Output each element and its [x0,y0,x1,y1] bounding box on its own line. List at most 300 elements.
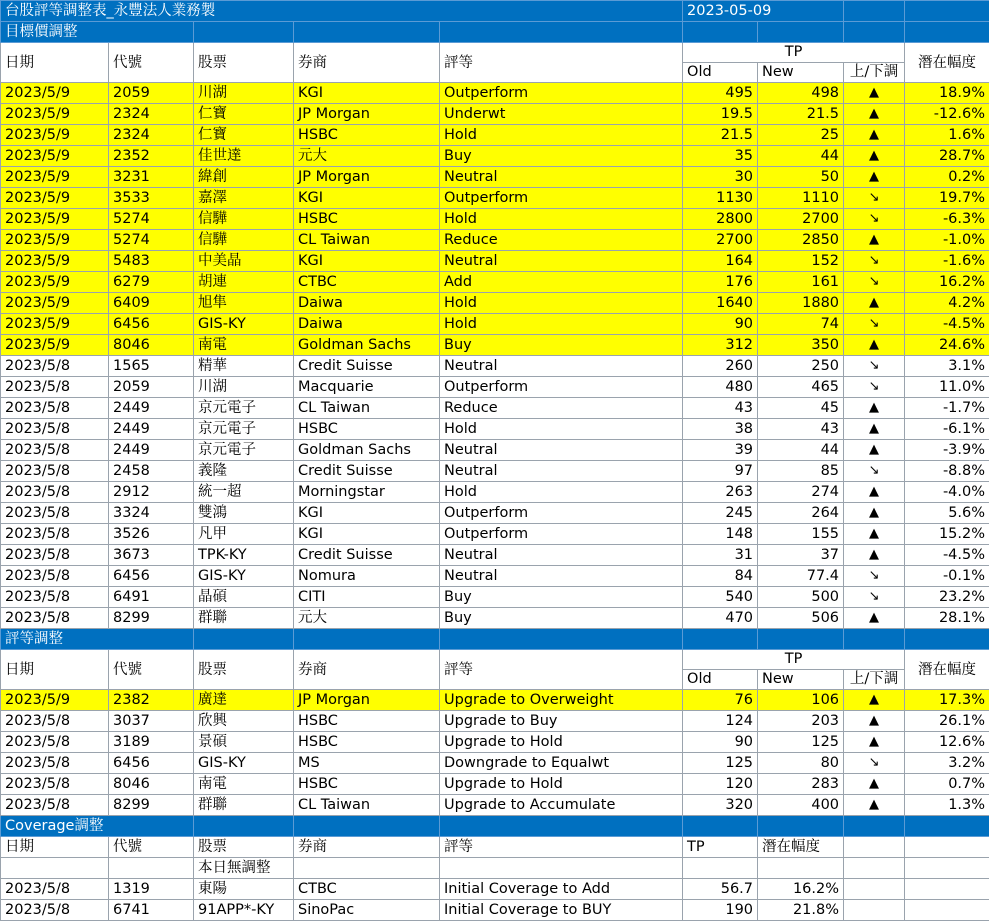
cell-date[interactable]: 2023/5/8 [1,900,109,921]
cell-code[interactable]: 1319 [109,879,194,900]
cell-old-tp[interactable]: 19.5 [683,104,758,125]
cell-upside[interactable]: 1.3% [905,795,989,816]
cell-upside[interactable]: 23.2% [905,587,989,608]
cell-new-tp[interactable]: 50 [758,167,844,188]
cell-broker[interactable]: Morningstar [294,482,440,503]
cell-date[interactable]: 2023/5/8 [1,879,109,900]
cell-date[interactable]: 2023/5/8 [1,356,109,377]
cell-old-tp[interactable]: 38 [683,419,758,440]
cell-stock[interactable]: 欣興 [194,711,294,732]
cell-new-tp[interactable]: 37 [758,545,844,566]
arrow-down-icon[interactable]: ↘ [844,566,905,587]
cell-rating[interactable]: Upgrade to Hold [440,774,683,795]
cell-upside[interactable]: -6.3% [905,209,989,230]
cell-new-tp[interactable]: 45 [758,398,844,419]
arrow-up-icon[interactable]: ▲ [844,167,905,188]
cell-broker[interactable]: JP Morgan [294,167,440,188]
cell-new-tp[interactable]: 2850 [758,230,844,251]
cell-new-tp[interactable]: 400 [758,795,844,816]
cell-old-tp[interactable]: 480 [683,377,758,398]
arrow-up-icon[interactable]: ▲ [844,104,905,125]
cell-upside[interactable]: -1.7% [905,398,989,419]
cell-stock[interactable]: 精華 [194,356,294,377]
cell-new-tp[interactable]: 43 [758,419,844,440]
cell-rating[interactable]: Buy [440,335,683,356]
cell-rating[interactable]: Initial Coverage to Add [440,879,683,900]
cell-rating[interactable]: Buy [440,146,683,167]
cell-new-tp[interactable]: 85 [758,461,844,482]
arrow-up-icon[interactable]: ▲ [844,711,905,732]
cell-stock[interactable]: 川湖 [194,377,294,398]
cell-stock[interactable]: 京元電子 [194,398,294,419]
cell-upside[interactable]: -8.8% [905,461,989,482]
arrow-down-icon[interactable]: ↘ [844,461,905,482]
cell-code[interactable]: 3189 [109,732,194,753]
cell-stock[interactable]: TPK-KY [194,545,294,566]
cell-new-tp[interactable]: 152 [758,251,844,272]
cell-rating[interactable]: Reduce [440,398,683,419]
blank-cell[interactable] [905,900,989,921]
cell-date[interactable]: 2023/5/8 [1,440,109,461]
arrow-up-icon[interactable]: ▲ [844,398,905,419]
cell-rating[interactable]: Add [440,272,683,293]
cell-date[interactable]: 2023/5/8 [1,503,109,524]
cell-old-tp[interactable]: 90 [683,732,758,753]
cell-date[interactable]: 2023/5/8 [1,461,109,482]
cell-old-tp[interactable]: 470 [683,608,758,629]
cell-date[interactable]: 2023/5/8 [1,795,109,816]
cell-rating[interactable]: Neutral [440,545,683,566]
cell-new-tp[interactable]: 106 [758,690,844,711]
cell-code[interactable]: 2449 [109,440,194,461]
cell-date[interactable]: 2023/5/8 [1,774,109,795]
cell-date[interactable]: 2023/5/9 [1,209,109,230]
cell-old-tp[interactable]: 21.5 [683,125,758,146]
cell-code[interactable]: 5483 [109,251,194,272]
arrow-down-icon[interactable]: ↘ [844,356,905,377]
cell-upside[interactable]: -1.0% [905,230,989,251]
cell-new-tp[interactable]: 1880 [758,293,844,314]
cell-broker[interactable]: Nomura [294,566,440,587]
cell-broker[interactable]: JP Morgan [294,104,440,125]
cell-date[interactable]: 2023/5/9 [1,167,109,188]
cell-code[interactable]: 2324 [109,104,194,125]
cell-old-tp[interactable]: 2800 [683,209,758,230]
cell-broker[interactable]: Goldman Sachs [294,440,440,461]
cell-broker[interactable]: Credit Suisse [294,356,440,377]
cell-rating[interactable]: Reduce [440,230,683,251]
cell-stock[interactable]: GIS-KY [194,314,294,335]
cell-rating[interactable]: Upgrade to Hold [440,732,683,753]
cell-date[interactable]: 2023/5/9 [1,104,109,125]
cell-old-tp[interactable]: 1640 [683,293,758,314]
cell-code[interactable]: 8299 [109,795,194,816]
cell-broker[interactable]: CL Taiwan [294,398,440,419]
cell-stock[interactable]: 旭隼 [194,293,294,314]
cell-broker[interactable]: Macquarie [294,377,440,398]
cell-old-tp[interactable]: 245 [683,503,758,524]
cell-date[interactable]: 2023/5/8 [1,545,109,566]
cell-upside[interactable]: 12.6% [905,732,989,753]
cell-date[interactable]: 2023/5/9 [1,125,109,146]
cell-rating[interactable]: Outperform [440,503,683,524]
cell-stock[interactable]: 佳世達 [194,146,294,167]
cell-rating[interactable]: Outperform [440,377,683,398]
cell-old-tp[interactable]: 35 [683,146,758,167]
arrow-up-icon[interactable]: ▲ [844,440,905,461]
cell-stock[interactable]: 凡甲 [194,524,294,545]
cell-old-tp[interactable]: 1130 [683,188,758,209]
cell-old-tp[interactable]: 124 [683,711,758,732]
cell-stock[interactable]: 仁寶 [194,125,294,146]
cell-new-tp[interactable]: 283 [758,774,844,795]
cell-upside[interactable]: 26.1% [905,711,989,732]
cell-new-tp[interactable]: 77.4 [758,566,844,587]
arrow-down-icon[interactable]: ↘ [844,209,905,230]
cell-date[interactable]: 2023/5/8 [1,566,109,587]
cell-code[interactable]: 2912 [109,482,194,503]
cell-old-tp[interactable]: 540 [683,587,758,608]
cell-code[interactable]: 5274 [109,230,194,251]
cell-rating[interactable]: Neutral [440,356,683,377]
cell-upside[interactable]: 24.6% [905,335,989,356]
cell-old-tp[interactable]: 164 [683,251,758,272]
arrow-up-icon[interactable]: ▲ [844,146,905,167]
cell-broker[interactable]: HSBC [294,774,440,795]
cell-upside[interactable]: -4.0% [905,482,989,503]
cell-rating[interactable]: Upgrade to Buy [440,711,683,732]
cell-stock[interactable]: 義隆 [194,461,294,482]
cell-broker[interactable]: CTBC [294,879,440,900]
cell-old-tp[interactable]: 2700 [683,230,758,251]
cell-rating[interactable]: Initial Coverage to BUY [440,900,683,921]
cell-upside[interactable]: -1.6% [905,251,989,272]
cell-rating[interactable]: Outperform [440,188,683,209]
cell-date[interactable]: 2023/5/9 [1,188,109,209]
arrow-up-icon[interactable]: ▲ [844,125,905,146]
cell-stock[interactable]: 信驊 [194,230,294,251]
cell-code[interactable]: 2458 [109,461,194,482]
cell-old-tp[interactable]: 84 [683,566,758,587]
cell-stock[interactable]: 南電 [194,774,294,795]
blank-cell[interactable] [844,900,905,921]
cell-date[interactable]: 2023/5/8 [1,732,109,753]
cell-broker[interactable]: CL Taiwan [294,795,440,816]
cell-date[interactable]: 2023/5/9 [1,251,109,272]
cell-upside[interactable]: 1.6% [905,125,989,146]
cell-date[interactable]: 2023/5/9 [1,335,109,356]
cell-code[interactable]: 8046 [109,774,194,795]
cell-broker[interactable]: HSBC [294,125,440,146]
cell-new-tp[interactable]: 80 [758,753,844,774]
arrow-up-icon[interactable]: ▲ [844,293,905,314]
cell-code[interactable]: 6456 [109,753,194,774]
cell-tp[interactable]: 56.7 [683,879,758,900]
cell-new-tp[interactable]: 264 [758,503,844,524]
cell-date[interactable]: 2023/5/9 [1,314,109,335]
cell-rating[interactable]: Hold [440,125,683,146]
cell-code[interactable]: 2352 [109,146,194,167]
cell-stock[interactable]: 統一超 [194,482,294,503]
cell-old-tp[interactable]: 312 [683,335,758,356]
cell-date[interactable]: 2023/5/9 [1,690,109,711]
arrow-down-icon[interactable]: ↘ [844,251,905,272]
cell-code[interactable]: 3037 [109,711,194,732]
cell-stock[interactable]: 信驊 [194,209,294,230]
cell-broker[interactable]: Credit Suisse [294,545,440,566]
cell-old-tp[interactable]: 148 [683,524,758,545]
cell-code[interactable]: 6741 [109,900,194,921]
cell-date[interactable]: 2023/5/8 [1,377,109,398]
cell-code[interactable]: 6409 [109,293,194,314]
cell-broker[interactable]: KGI [294,251,440,272]
cell-code[interactable]: 2382 [109,690,194,711]
cell-old-tp[interactable]: 320 [683,795,758,816]
cell-code[interactable]: 8299 [109,608,194,629]
cell-stock[interactable]: 群聯 [194,795,294,816]
cell-upside[interactable]: 19.7% [905,188,989,209]
cell-old-tp[interactable]: 97 [683,461,758,482]
cell-new-tp[interactable]: 155 [758,524,844,545]
cell-new-tp[interactable]: 498 [758,83,844,104]
arrow-up-icon[interactable]: ▲ [844,732,905,753]
cell-rating[interactable]: Hold [440,314,683,335]
cell-date[interactable]: 2023/5/8 [1,753,109,774]
arrow-up-icon[interactable]: ▲ [844,83,905,104]
cell-code[interactable]: 8046 [109,335,194,356]
arrow-up-icon[interactable]: ▲ [844,795,905,816]
cell-new-tp[interactable]: 2700 [758,209,844,230]
cell-date[interactable]: 2023/5/9 [1,272,109,293]
cell-code[interactable]: 3533 [109,188,194,209]
cell-new-tp[interactable]: 44 [758,440,844,461]
cell-old-tp[interactable]: 263 [683,482,758,503]
cell-stock[interactable]: 胡連 [194,272,294,293]
arrow-down-icon[interactable]: ↘ [844,314,905,335]
cell-broker[interactable]: CL Taiwan [294,230,440,251]
cell-stock[interactable]: 嘉澤 [194,188,294,209]
cell-upside[interactable]: -3.9% [905,440,989,461]
cell-upside[interactable]: 18.9% [905,83,989,104]
cell-broker[interactable]: KGI [294,83,440,104]
cell-upside[interactable]: 15.2% [905,524,989,545]
cell-date[interactable]: 2023/5/8 [1,398,109,419]
cell-stock[interactable]: 景碩 [194,732,294,753]
cell-stock[interactable]: 晶碩 [194,587,294,608]
arrow-down-icon[interactable]: ↘ [844,272,905,293]
cell-upside[interactable]: 3.2% [905,753,989,774]
cell-rating[interactable]: Neutral [440,167,683,188]
cell-rating[interactable]: Hold [440,482,683,503]
cell-broker[interactable]: JP Morgan [294,690,440,711]
cell-stock[interactable]: 中美晶 [194,251,294,272]
cell-rating[interactable]: Hold [440,293,683,314]
cell-old-tp[interactable]: 176 [683,272,758,293]
cell-broker[interactable]: Goldman Sachs [294,335,440,356]
cell-upside[interactable]: -4.5% [905,314,989,335]
cell-rating[interactable]: Outperform [440,83,683,104]
cell-rating[interactable]: Neutral [440,440,683,461]
arrow-up-icon[interactable]: ▲ [844,774,905,795]
cell-stock[interactable]: 緯創 [194,167,294,188]
arrow-down-icon[interactable]: ↘ [844,753,905,774]
cell-rating[interactable]: Upgrade to Overweight [440,690,683,711]
cell-code[interactable]: 2449 [109,419,194,440]
cell-stock[interactable]: 仁寶 [194,104,294,125]
cell-old-tp[interactable]: 39 [683,440,758,461]
cell-code[interactable]: 3324 [109,503,194,524]
cell-date[interactable]: 2023/5/9 [1,83,109,104]
cell-upside[interactable]: -4.5% [905,545,989,566]
cell-code[interactable]: 2324 [109,125,194,146]
cell-old-tp[interactable]: 76 [683,690,758,711]
cell-date[interactable]: 2023/5/9 [1,230,109,251]
cell-upside[interactable]: 5.6% [905,503,989,524]
cell-new-tp[interactable]: 21.5 [758,104,844,125]
cell-old-tp[interactable]: 125 [683,753,758,774]
cell-upside[interactable]: 3.1% [905,356,989,377]
cell-code[interactable]: 2059 [109,377,194,398]
blank-cell[interactable] [844,879,905,900]
cell-broker[interactable]: Credit Suisse [294,461,440,482]
cell-broker[interactable]: 元大 [294,608,440,629]
arrow-up-icon[interactable]: ▲ [844,503,905,524]
arrow-up-icon[interactable]: ▲ [844,690,905,711]
cell-code[interactable]: 3231 [109,167,194,188]
cell-rating[interactable]: Underwt [440,104,683,125]
cell-new-tp[interactable]: 250 [758,356,844,377]
cell-broker[interactable]: CTBC [294,272,440,293]
arrow-up-icon[interactable]: ▲ [844,608,905,629]
cell-upside[interactable]: 21.8% [758,900,844,921]
cell-upside[interactable]: 11.0% [905,377,989,398]
cell-old-tp[interactable]: 30 [683,167,758,188]
cell-date[interactable]: 2023/5/8 [1,419,109,440]
cell-stock[interactable]: 雙鴻 [194,503,294,524]
cell-broker[interactable]: SinoPac [294,900,440,921]
cell-old-tp[interactable]: 260 [683,356,758,377]
arrow-up-icon[interactable]: ▲ [844,482,905,503]
cell-new-tp[interactable]: 25 [758,125,844,146]
cell-new-tp[interactable]: 350 [758,335,844,356]
cell-rating[interactable]: Buy [440,608,683,629]
cell-old-tp[interactable]: 43 [683,398,758,419]
cell-tp[interactable]: 190 [683,900,758,921]
cell-rating[interactable]: Neutral [440,461,683,482]
cell-new-tp[interactable]: 74 [758,314,844,335]
cell-stock[interactable]: 京元電子 [194,440,294,461]
cell-rating[interactable]: Neutral [440,566,683,587]
cell-stock[interactable]: 京元電子 [194,419,294,440]
cell-rating[interactable]: Upgrade to Accumulate [440,795,683,816]
cell-date[interactable]: 2023/5/9 [1,146,109,167]
cell-rating[interactable]: Hold [440,419,683,440]
cell-broker[interactable]: Daiwa [294,314,440,335]
cell-rating[interactable]: Neutral [440,251,683,272]
arrow-up-icon[interactable]: ▲ [844,230,905,251]
cell-broker[interactable]: HSBC [294,419,440,440]
cell-stock[interactable]: GIS-KY [194,566,294,587]
cell-upside[interactable]: 28.7% [905,146,989,167]
cell-new-tp[interactable]: 465 [758,377,844,398]
cell-date[interactable]: 2023/5/9 [1,293,109,314]
cell-upside[interactable]: -0.1% [905,566,989,587]
cell-new-tp[interactable]: 44 [758,146,844,167]
cell-old-tp[interactable]: 495 [683,83,758,104]
cell-new-tp[interactable]: 500 [758,587,844,608]
cell-broker[interactable]: HSBC [294,732,440,753]
arrow-down-icon[interactable]: ↘ [844,188,905,209]
cell-stock[interactable]: 川湖 [194,83,294,104]
cell-upside[interactable]: 17.3% [905,690,989,711]
cell-new-tp[interactable]: 506 [758,608,844,629]
cell-broker[interactable]: 元大 [294,146,440,167]
cell-code[interactable]: 2059 [109,83,194,104]
cell-old-tp[interactable]: 120 [683,774,758,795]
cell-upside[interactable]: -12.6% [905,104,989,125]
cell-code[interactable]: 6456 [109,314,194,335]
cell-stock[interactable]: 南電 [194,335,294,356]
cell-upside[interactable]: 0.2% [905,167,989,188]
cell-code[interactable]: 3673 [109,545,194,566]
cell-broker[interactable]: HSBC [294,711,440,732]
arrow-up-icon[interactable]: ▲ [844,419,905,440]
cell-upside[interactable]: 16.2% [758,879,844,900]
cell-new-tp[interactable]: 274 [758,482,844,503]
cell-upside[interactable]: 0.7% [905,774,989,795]
cell-old-tp[interactable]: 90 [683,314,758,335]
cell-code[interactable]: 2449 [109,398,194,419]
arrow-up-icon[interactable]: ▲ [844,524,905,545]
cell-code[interactable]: 6491 [109,587,194,608]
cell-date[interactable]: 2023/5/8 [1,524,109,545]
cell-broker[interactable]: KGI [294,524,440,545]
cell-rating[interactable]: Downgrade to Equalwt [440,753,683,774]
cell-new-tp[interactable]: 125 [758,732,844,753]
cell-broker[interactable]: KGI [294,188,440,209]
cell-date[interactable]: 2023/5/8 [1,482,109,503]
cell-old-tp[interactable]: 31 [683,545,758,566]
cell-broker[interactable]: Daiwa [294,293,440,314]
cell-new-tp[interactable]: 1110 [758,188,844,209]
cell-broker[interactable]: MS [294,753,440,774]
cell-rating[interactable]: Outperform [440,524,683,545]
arrow-up-icon[interactable]: ▲ [844,545,905,566]
cell-upside[interactable]: -6.1% [905,419,989,440]
cell-stock[interactable]: 群聯 [194,608,294,629]
cell-new-tp[interactable]: 161 [758,272,844,293]
cell-stock[interactable]: 廣達 [194,690,294,711]
blank-cell[interactable] [905,879,989,900]
cell-rating[interactable]: Hold [440,209,683,230]
cell-stock[interactable]: 91APP*-KY [194,900,294,921]
cell-rating[interactable]: Buy [440,587,683,608]
arrow-down-icon[interactable]: ↘ [844,377,905,398]
cell-stock[interactable]: 東陽 [194,879,294,900]
cell-date[interactable]: 2023/5/8 [1,608,109,629]
cell-code[interactable]: 1565 [109,356,194,377]
cell-code[interactable]: 5274 [109,209,194,230]
cell-broker[interactable]: HSBC [294,209,440,230]
cell-upside[interactable]: 28.1% [905,608,989,629]
cell-stock[interactable]: GIS-KY [194,753,294,774]
cell-date[interactable]: 2023/5/8 [1,587,109,608]
cell-upside[interactable]: 4.2% [905,293,989,314]
cell-upside[interactable]: 16.2% [905,272,989,293]
cell-code[interactable]: 6279 [109,272,194,293]
arrow-down-icon[interactable]: ↘ [844,587,905,608]
cell-date[interactable]: 2023/5/8 [1,711,109,732]
